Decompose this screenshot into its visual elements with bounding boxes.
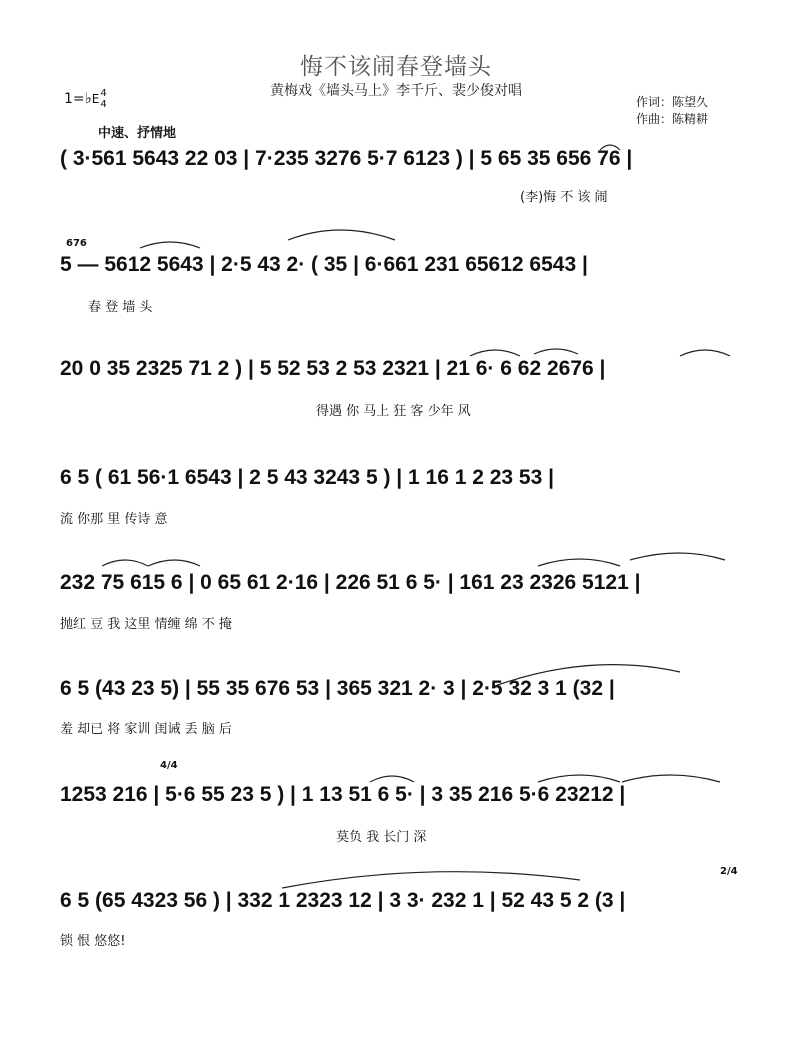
page-title: 悔不该闹春登墙头 (300, 54, 492, 80)
staff-4-lyrics: 流 你那 里 传诗 意 (60, 512, 168, 527)
slur-arc (495, 665, 680, 686)
flat-icon: ♭ (84, 89, 92, 107)
staff-8-time-change: 2/4 (720, 866, 738, 877)
staff-7-notes: 1253 216 | 5·6 55 23 5 ) | 1 13 51 6 5· | 3 35 216 5·6 23212 | (60, 783, 626, 806)
slur-arc (538, 559, 620, 566)
slur-arc (534, 349, 578, 354)
slur-arc (140, 242, 200, 248)
time-bottom: 4 (100, 99, 107, 110)
composer-credit: 作曲：陈精耕 (636, 112, 709, 126)
staff-7-time-change: 4/4 (160, 760, 178, 771)
staff-3-lyrics: 得遇 你 马上 狂 客 少年 风 (316, 404, 471, 419)
staff-1-lyrics: (李)悔 不 该 闹 (520, 190, 608, 205)
staff-5-notes: 232 75 615 6 | 0 65 61 2·16 | 226 51 6 5· | 161 23 2326 5121 | (60, 571, 641, 594)
staff-7-lyrics: 莫负 我 长门 深 (336, 830, 427, 845)
slur-arc (102, 560, 148, 566)
tempo-marking: 中速、抒情地 (98, 126, 177, 141)
time-top: 4 (100, 88, 107, 99)
slur-arc (600, 145, 620, 150)
staff-4-notes: 6 5 ( 61 56·1 6543 | 2 5 43 3243 5 ) | 1 16 1 2 23 53 | (60, 466, 554, 489)
staff-1-notes: ( 3·561 5643 22 03 | 7·235 3276 5·7 6123 ) | 5 65 35 656 76 | (60, 147, 633, 170)
staff-5-lyrics: 抛红 豆 我 这里 情缠 绵 不 掩 (60, 617, 232, 632)
slur-arc (470, 350, 520, 356)
lyricist-credit: 作词：陈望久 (636, 95, 709, 109)
key-note: E (91, 92, 100, 106)
slur-arc (370, 776, 414, 782)
staff-6-lyrics: 羞 却已 将 家训 闺诫 丢 脑 后 (60, 722, 232, 737)
slur-arc (622, 775, 720, 782)
staff-2-lyrics: 春 登 墙 头 (88, 300, 153, 315)
staff-2-notes: 5 — 5612 5643 | 2·5 43 2· ( 35 | 6·661 231 65612 6543 | (60, 253, 588, 276)
key-prefix: 1= (64, 91, 85, 107)
staff-8-lyrics: 锁 恨 悠悠! (60, 934, 126, 949)
staff-6-notes: 6 5 (43 23 5) | 55 35 676 53 | 365 321 2· 3 | 2·5 32 3 1 (32 | (60, 677, 615, 700)
staff-3-notes: 20 0 35 2325 71 2 ) | 5 52 53 2 53 2321 | 21 6· 6 62 2676 | (60, 357, 606, 380)
staff-2-grace: 676 (66, 238, 87, 249)
slur-arc (680, 350, 730, 356)
slur-arc (288, 230, 395, 240)
slur-arc (538, 775, 620, 782)
staff-8-notes: 6 5 (65 4323 56 ) | 332 1 2323 12 | 3 3· 232 1 | 52 43 5 2 (3 | (60, 889, 626, 912)
subtitle: 黄梅戏《墙头马上》李千斤、裴少俊对唱 (270, 83, 522, 99)
slur-arc (282, 872, 580, 888)
slur-arc (630, 553, 725, 560)
slur-arc (148, 560, 200, 566)
